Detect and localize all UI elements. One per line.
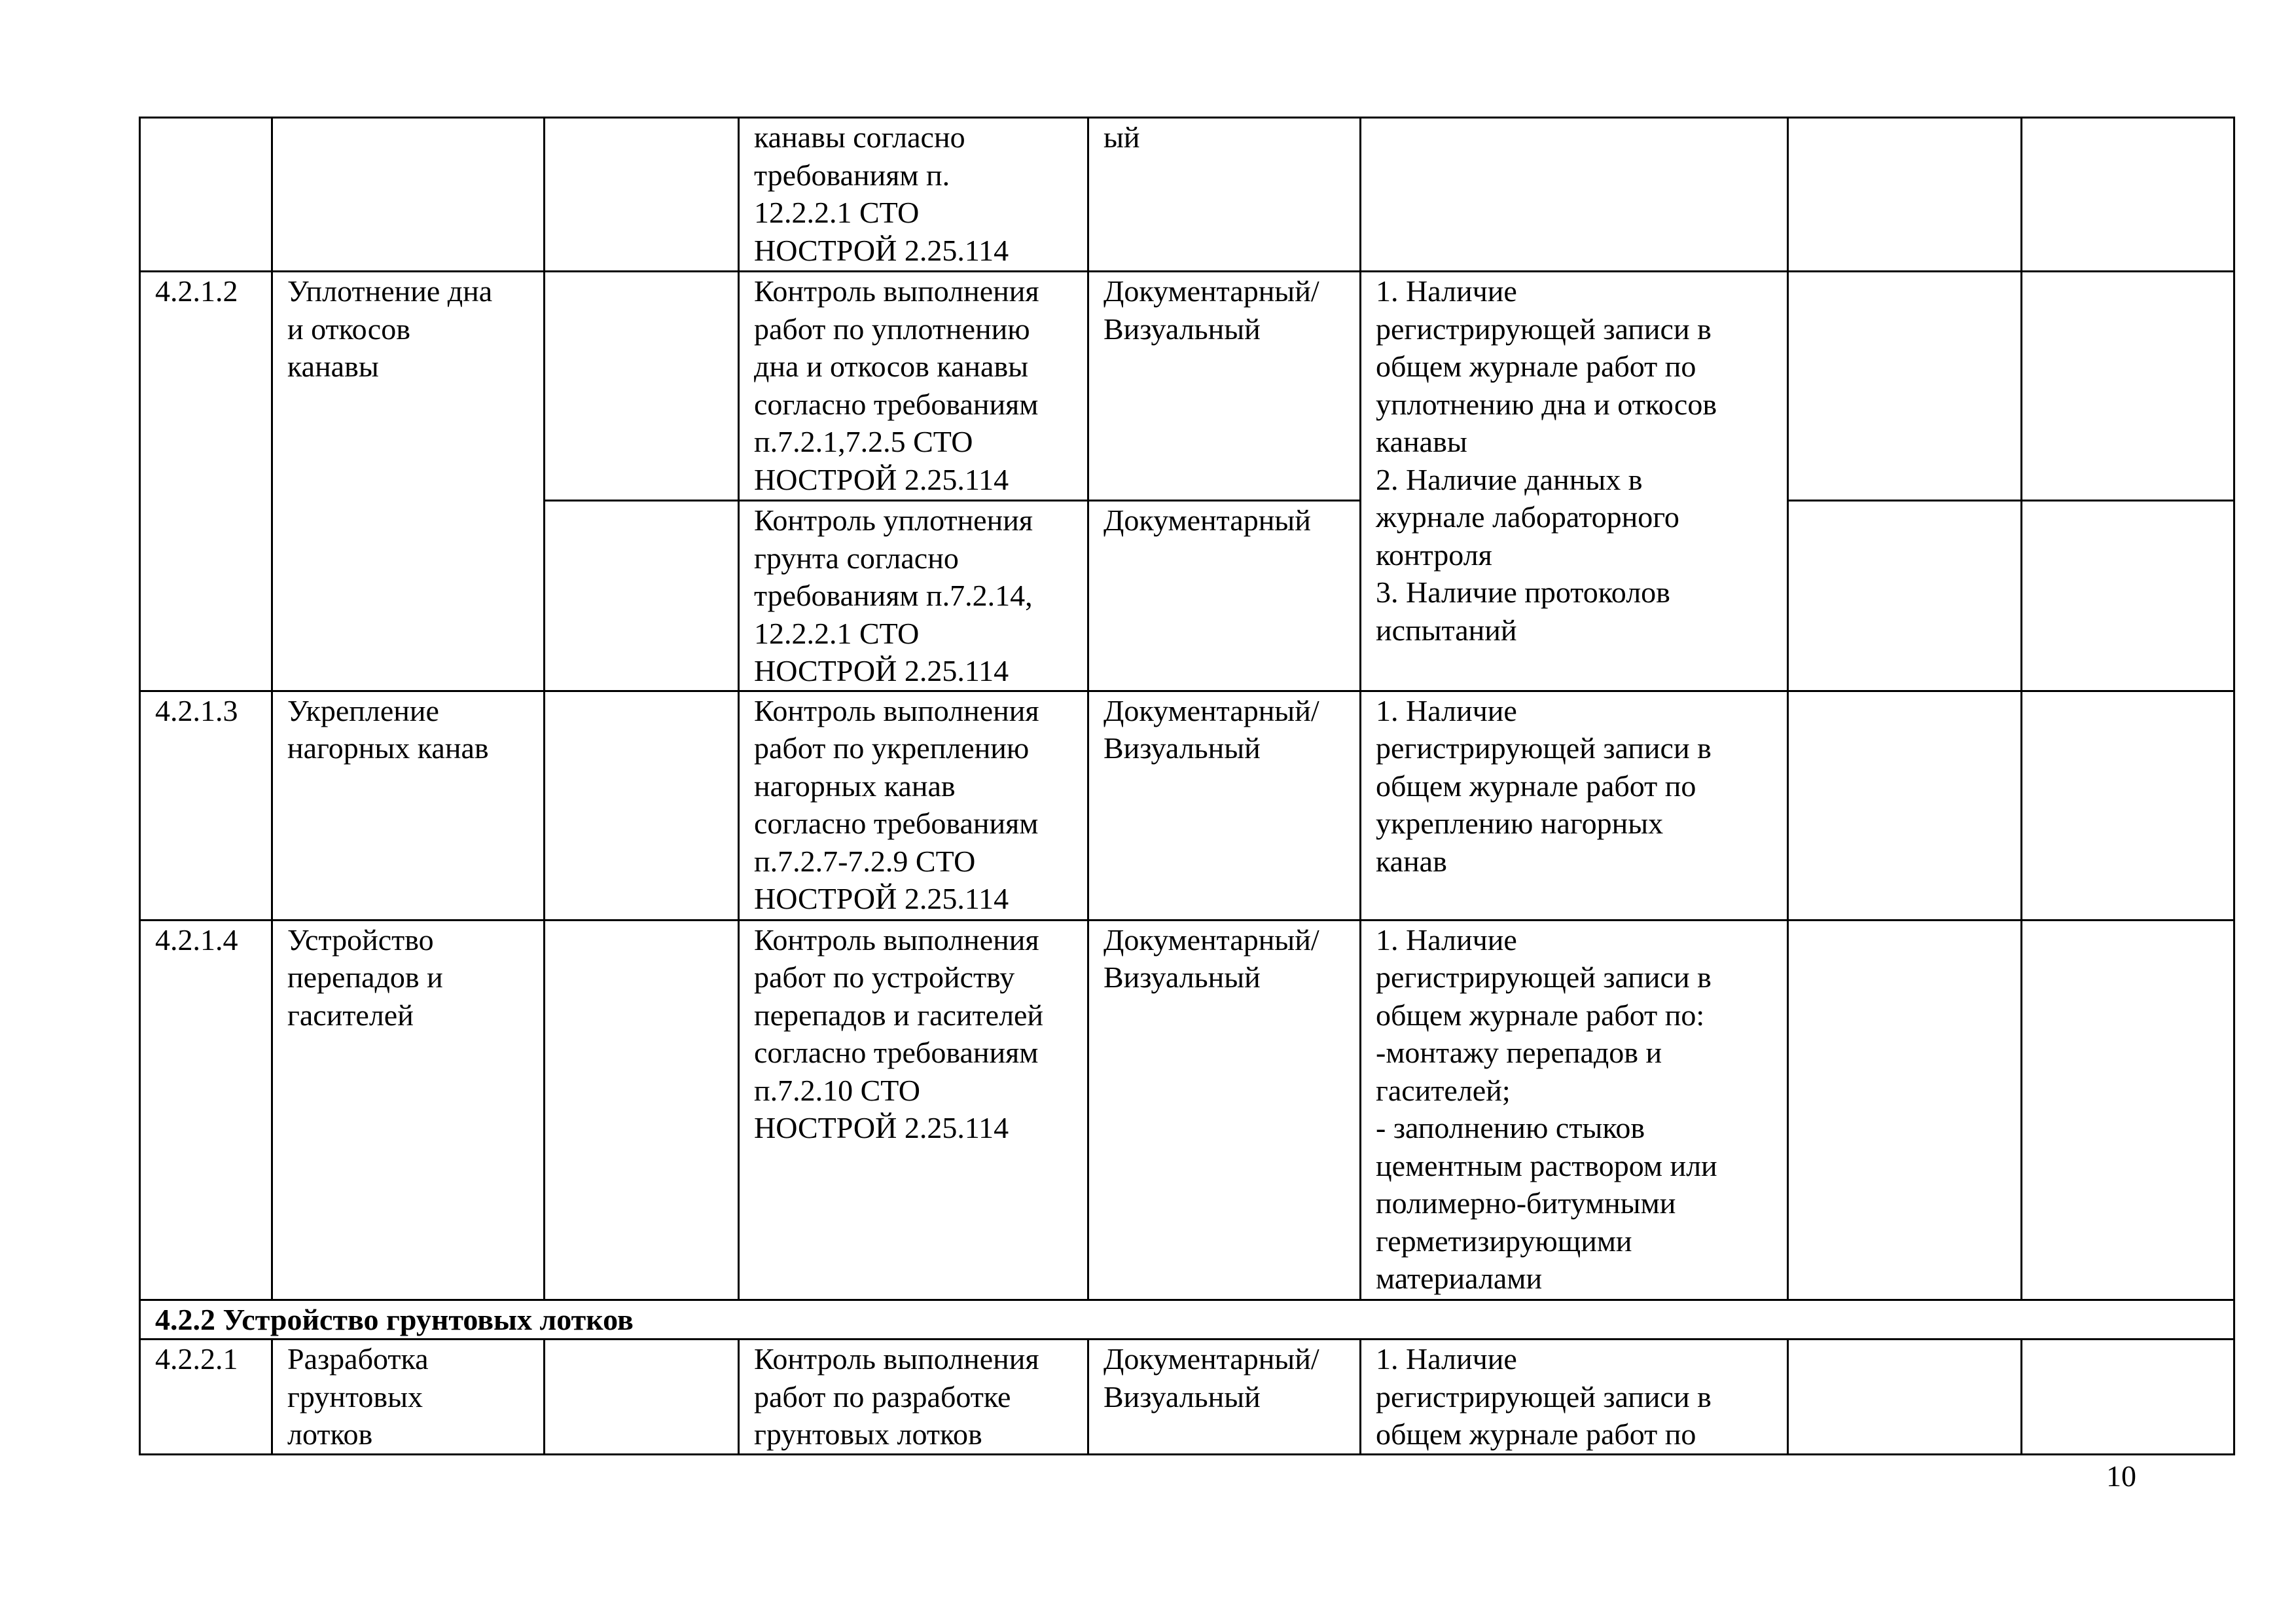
control-description: Контроль уплотнения грунта согласно требованиям п.7.2.14, 12.2.2.1 СТО НОСТРОЙ 2.25.114 <box>739 501 1088 691</box>
empty-cell <box>2022 118 2234 272</box>
row-number <box>140 118 272 272</box>
empty-cell <box>2022 691 2234 920</box>
page-number: 10 <box>2106 1459 2136 1493</box>
reference-cell <box>545 118 739 272</box>
empty-cell <box>1788 920 2022 1300</box>
empty-cell <box>1788 272 2022 501</box>
documents-cell: 1. Наличие регистрирующей записи в общем журнале работ по: -монтажу перепадов и гасителей; - заполнению стыков цементным раствором или полимерно-битумными герметизирующими материалами <box>1361 920 1788 1300</box>
row-number: 4.2.1.3 <box>140 691 272 920</box>
empty-cell <box>2022 920 2234 1300</box>
control-table <box>139 117 2235 1455</box>
table-row <box>140 1340 2234 1455</box>
reference-cell <box>545 691 739 920</box>
work-name: Уплотнение дна и откосов канавы <box>272 272 545 691</box>
table-row <box>140 691 2234 920</box>
section-title: 4.2.2 Устройство грунтовых лотков <box>140 1300 2234 1340</box>
reference-cell <box>545 1340 739 1455</box>
empty-cell <box>1788 501 2022 691</box>
table-row <box>140 118 2234 272</box>
work-name: Укрепление нагорных канав <box>272 691 545 920</box>
control-method: Документарный <box>1088 501 1361 691</box>
control-description: Контроль выполнения работ по разработке грунтовых лотков <box>739 1340 1088 1455</box>
control-method: ый <box>1088 118 1361 272</box>
documents-cell: 1. Наличие регистрирующей записи в общем журнале работ по укреплению нагорных канав <box>1361 691 1788 920</box>
documents-cell: 1. Наличие регистрирующей записи в общем журнале работ по уплотнению дна и откосов канавы 2. Наличие данных в журнале лабораторного контроля 3. Наличие протоколов испытаний <box>1361 272 1788 691</box>
control-description: Контроль выполнения работ по устройству перепадов и гасителей согласно требованиям п.7.2.10 СТО НОСТРОЙ 2.25.114 <box>739 920 1088 1300</box>
control-method: Документарный/ Визуальный <box>1088 691 1361 920</box>
control-description: канавы согласно требованиям п. 12.2.2.1 СТО НОСТРОЙ 2.25.114 <box>739 118 1088 272</box>
empty-cell <box>2022 501 2234 691</box>
row-number: 4.2.1.4 <box>140 920 272 1300</box>
work-name: Устройство перепадов и гасителей <box>272 920 545 1300</box>
work-name <box>272 118 545 272</box>
row-number: 4.2.2.1 <box>140 1340 272 1455</box>
reference-cell <box>545 501 739 691</box>
empty-cell <box>1788 691 2022 920</box>
table-row <box>140 272 2234 501</box>
empty-cell <box>1788 1340 2022 1455</box>
empty-cell <box>1788 118 2022 272</box>
control-description: Контроль выполнения работ по укреплению нагорных канав согласно требованиям п.7.2.7-7.2.9 СТО НОСТРОЙ 2.25.114 <box>739 691 1088 920</box>
empty-cell <box>2022 272 2234 501</box>
reference-cell <box>545 920 739 1300</box>
section-row <box>140 1300 2234 1340</box>
control-method: Документарный/ Визуальный <box>1088 920 1361 1300</box>
empty-cell <box>2022 1340 2234 1455</box>
control-method: Документарный/ Визуальный <box>1088 272 1361 501</box>
control-description: Контроль выполнения работ по уплотнению дна и откосов канавы согласно требованиям п.7.2.1,7.2.5 СТО НОСТРОЙ 2.25.114 <box>739 272 1088 501</box>
documents-cell <box>1361 118 1788 272</box>
table-row <box>140 920 2234 1300</box>
reference-cell <box>545 272 739 501</box>
control-method: Документарный/ Визуальный <box>1088 1340 1361 1455</box>
work-name: Разработка грунтовых лотков <box>272 1340 545 1455</box>
row-number: 4.2.1.2 <box>140 272 272 691</box>
documents-cell: 1. Наличие регистрирующей записи в общем журнале работ по <box>1361 1340 1788 1455</box>
